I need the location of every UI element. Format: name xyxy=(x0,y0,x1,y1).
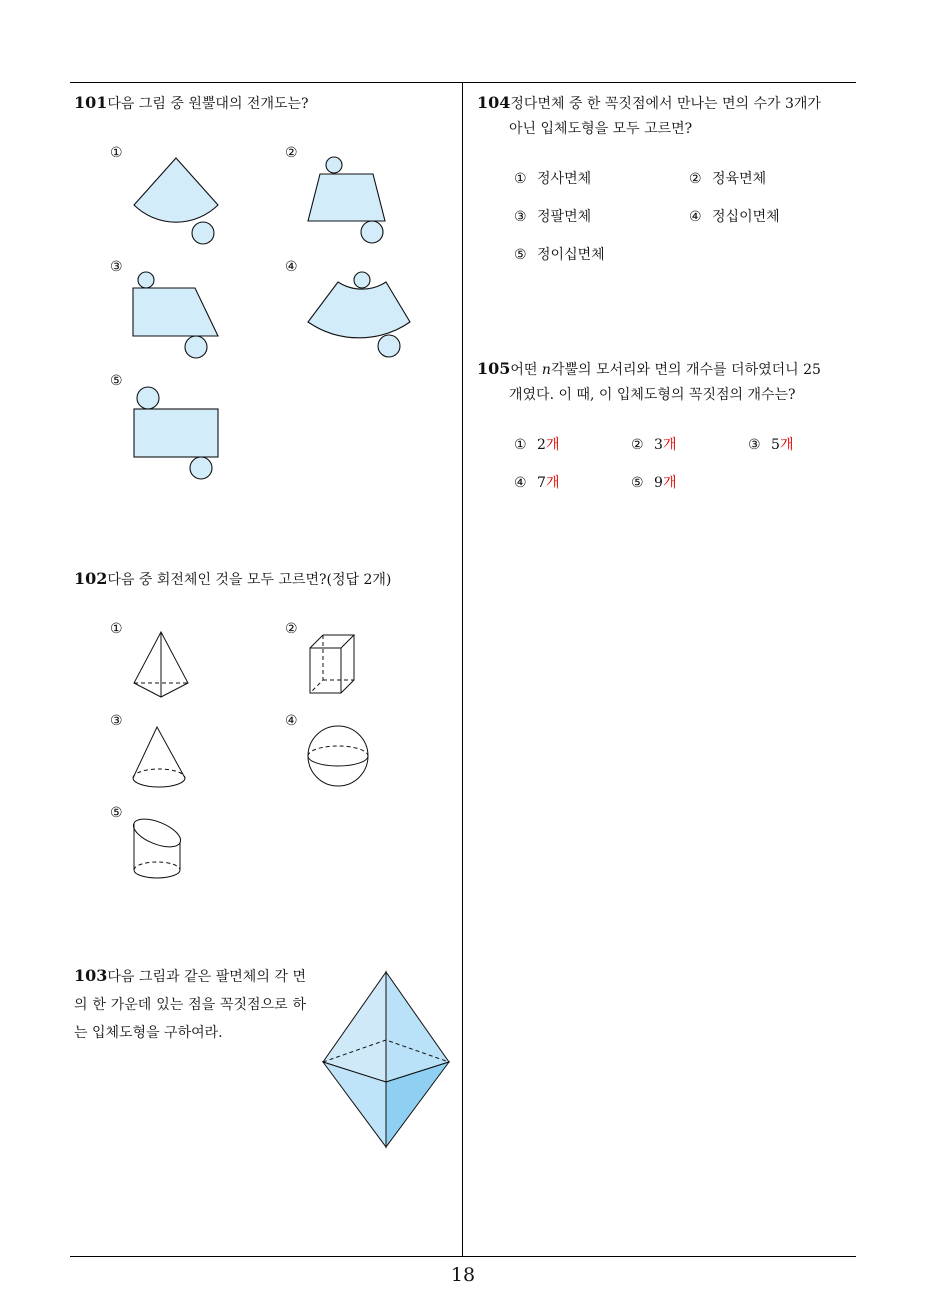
option-unit: 개 xyxy=(545,437,560,453)
option-marker-3: ③ xyxy=(110,713,123,729)
option-unit: 개 xyxy=(662,475,677,491)
q104-option-2 xyxy=(689,169,766,189)
option-marker-2: ② xyxy=(285,621,298,637)
option-unit: 개 xyxy=(779,437,794,453)
option-label: 정육면체 xyxy=(712,171,767,187)
q105-option-5 xyxy=(631,473,676,493)
question-105-line2: 개였다. 이 때, 이 입체도형의 꼭짓점의 개수는? xyxy=(509,387,796,403)
option-unit: 개 xyxy=(662,437,677,453)
option-value: 2 xyxy=(537,437,546,453)
option-label: 정십이면체 xyxy=(712,209,780,225)
option-marker-1: ① xyxy=(110,621,123,637)
option-marker: ③ xyxy=(748,437,761,453)
q105-option-2 xyxy=(631,435,676,455)
question-105 xyxy=(477,356,821,383)
option-marker: ⑤ xyxy=(514,247,527,263)
q104-option-4 xyxy=(689,207,780,227)
question-variable: n xyxy=(541,362,551,378)
question-text-prefix: 어떤 xyxy=(510,362,538,378)
option-marker-5: ⑤ xyxy=(110,373,123,389)
question-text: 다음 그림과 같은 팔면체의 각 면의 한 가운데 있는 점을 꼭짓점으로 하는 입체도형을 구하여라. xyxy=(74,969,306,1041)
option-marker: ① xyxy=(514,437,527,453)
question-text-suffix: 각뿔의 모서리와 면의 개수를 더하였더니 25 xyxy=(550,362,821,378)
option-label: 정팔면체 xyxy=(537,209,592,225)
option-marker: ⑤ xyxy=(631,475,644,491)
option-label: 정사면체 xyxy=(537,171,592,187)
option-marker-1: ① xyxy=(110,145,123,161)
option-marker-3: ③ xyxy=(110,259,123,275)
option-value: 9 xyxy=(654,475,663,491)
question-text-line1: 정다면체 중 한 꼭짓점에서 만나는 면의 수가 3개가 xyxy=(510,96,821,112)
option-marker: ② xyxy=(631,437,644,453)
question-number: 103 xyxy=(74,966,108,985)
option-value: 5 xyxy=(771,437,780,453)
q104-option-5 xyxy=(514,245,605,265)
option-marker: ④ xyxy=(514,475,527,491)
option-marker: ① xyxy=(514,171,527,187)
question-text: 다음 중 회전체인 것을 모두 고르면?(정답 2개) xyxy=(107,572,392,588)
q105-option-1 xyxy=(514,435,559,455)
option-marker: ② xyxy=(689,171,702,187)
option-value: 7 xyxy=(537,475,546,491)
option-unit: 개 xyxy=(545,475,560,491)
question-number: 104 xyxy=(477,93,511,112)
question-text: 다음 그림 중 원뿔대의 전개도는? xyxy=(107,96,309,112)
option-label: 정이십면체 xyxy=(537,247,605,263)
option-value: 3 xyxy=(654,437,663,453)
question-104-line2: 아닌 입체도형을 모두 고르면? xyxy=(509,121,693,137)
option-marker-5: ⑤ xyxy=(110,805,123,821)
option-marker: ③ xyxy=(514,209,527,225)
page-number: 18 xyxy=(450,1264,476,1286)
option-marker-2: ② xyxy=(285,145,298,161)
option-marker: ④ xyxy=(689,209,702,225)
question-number: 101 xyxy=(74,93,108,112)
question-number: 105 xyxy=(477,359,511,378)
question-104 xyxy=(477,90,821,117)
option-marker-4: ④ xyxy=(285,713,298,729)
q104-option-3 xyxy=(514,207,591,227)
q104-option-1 xyxy=(514,169,591,189)
q105-option-4 xyxy=(514,473,559,493)
q105-option-3 xyxy=(748,435,793,455)
option-marker-4: ④ xyxy=(285,259,298,275)
question-number: 102 xyxy=(74,569,108,588)
